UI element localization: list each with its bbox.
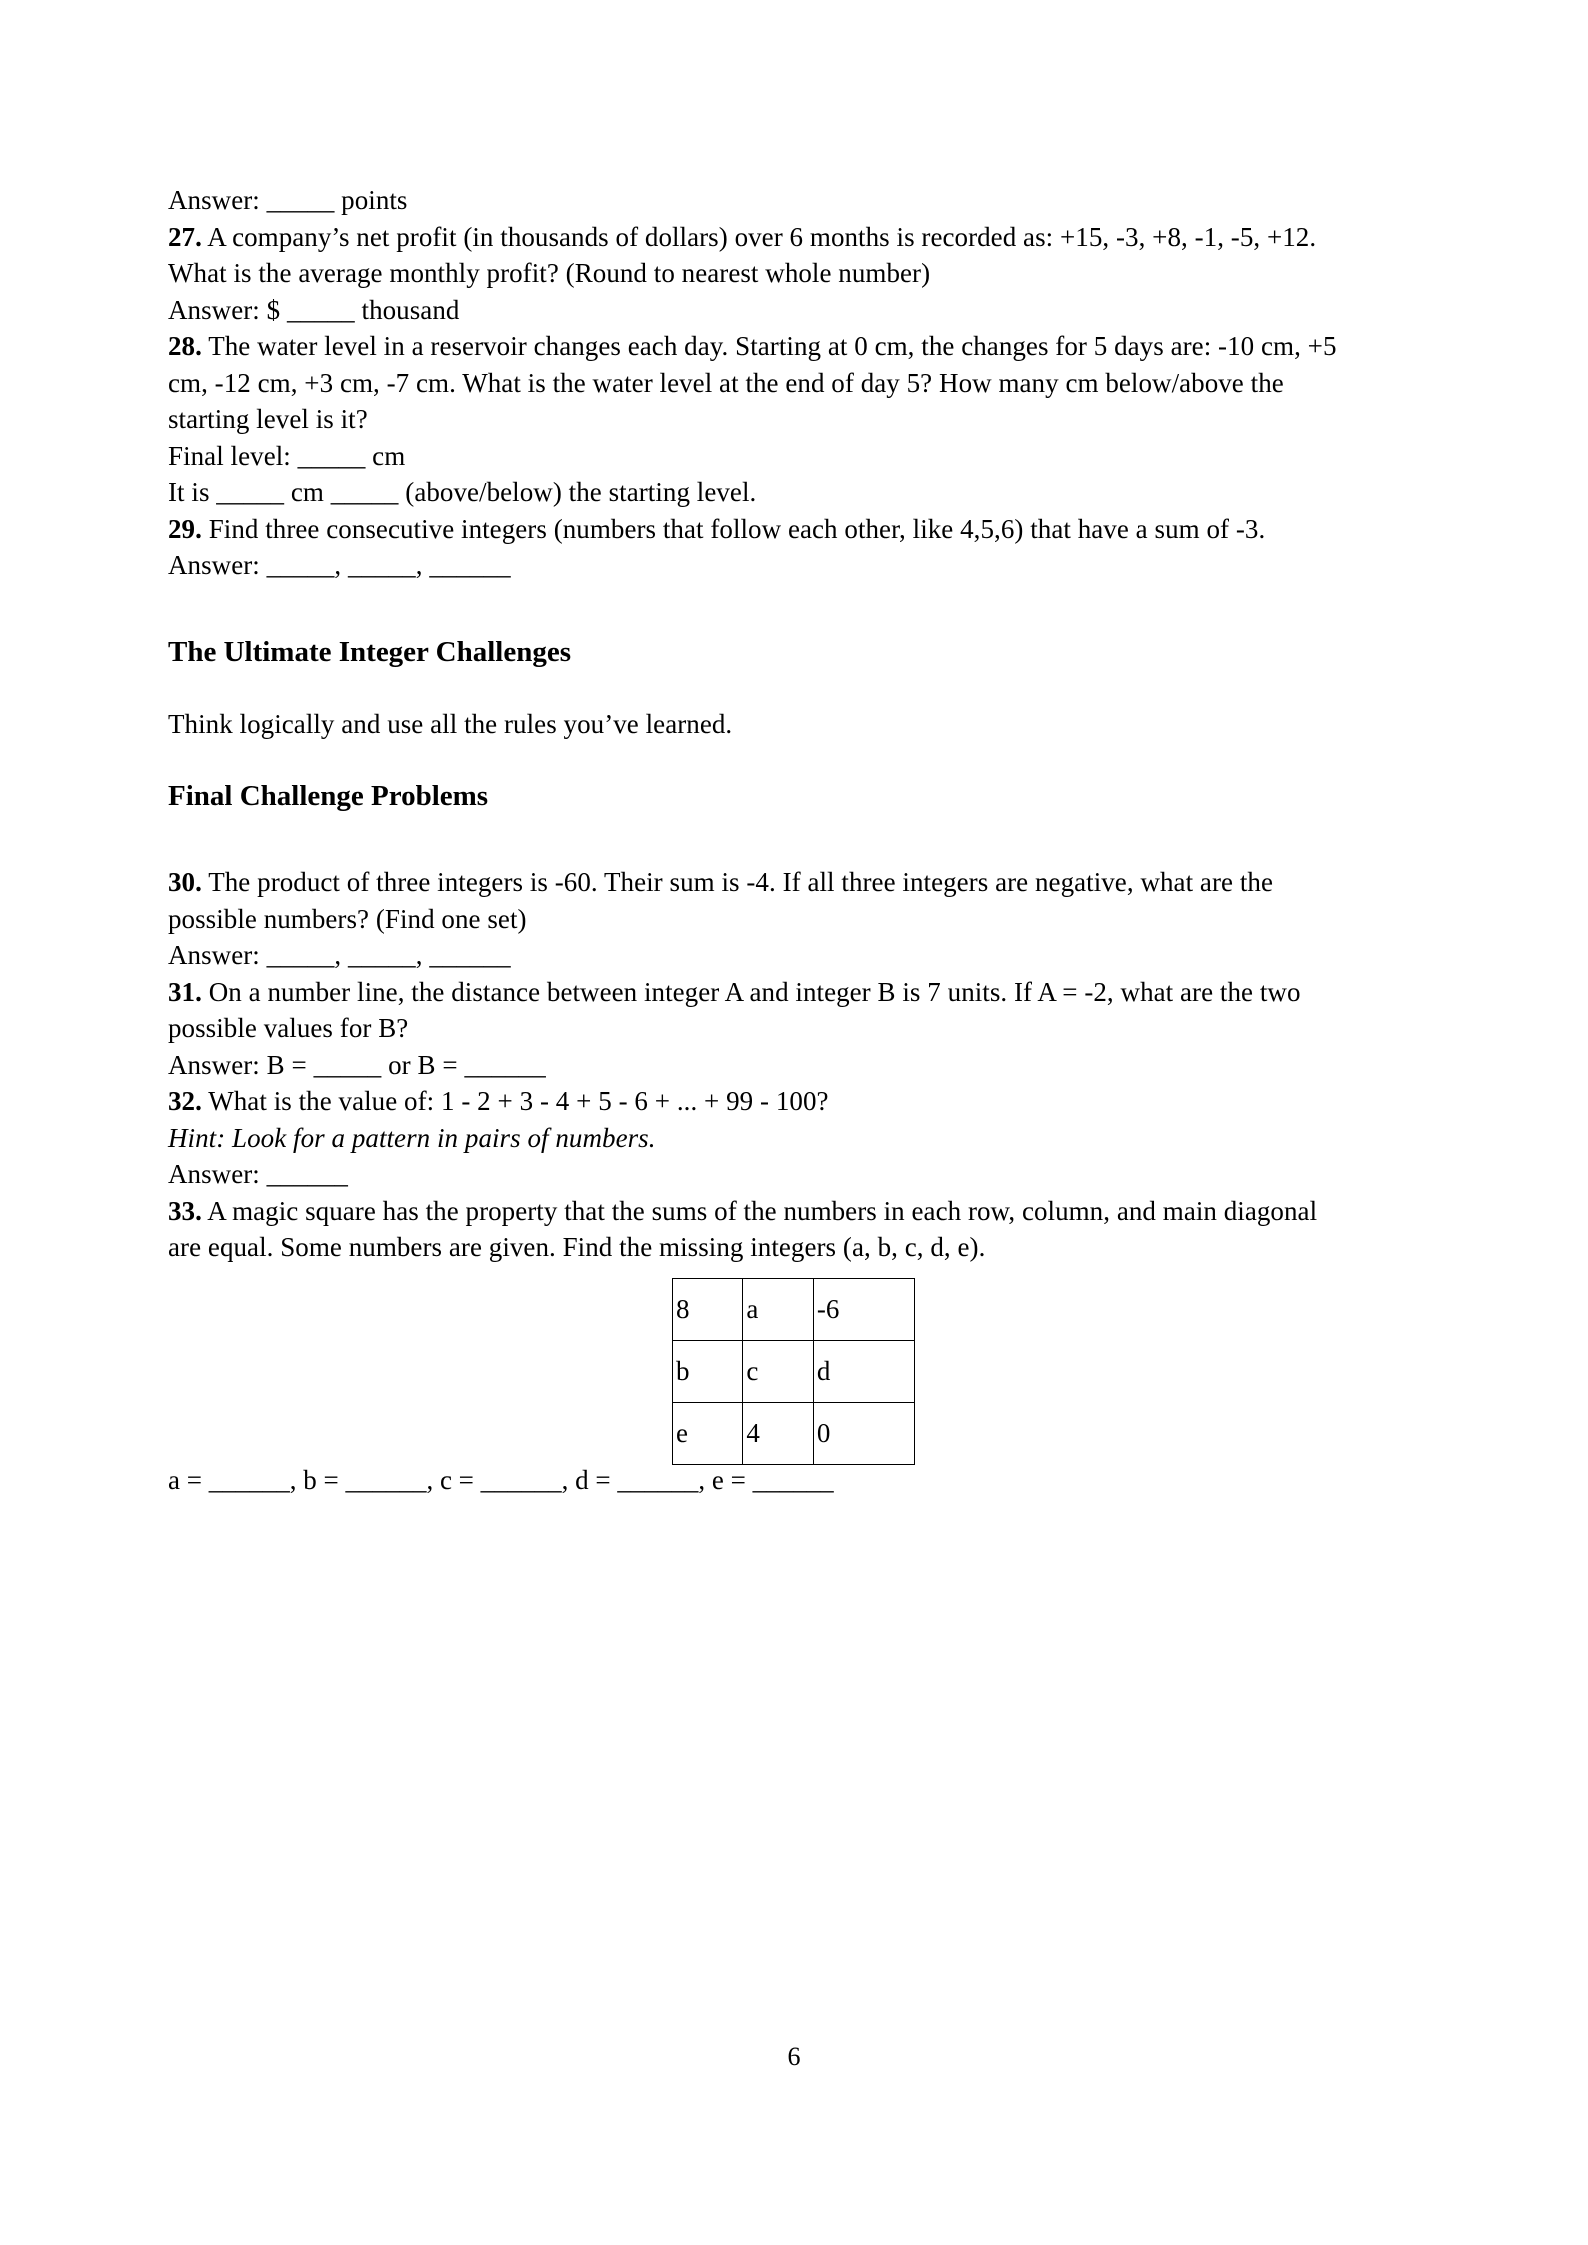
question-32-text: What is the value of: 1 - 2 + 3 - 4 + 5 - 6 + ... + 99 - 100? — [201, 1086, 829, 1116]
question-32-number: 32. — [168, 1086, 202, 1116]
magic-cell-r1c2: d — [813, 1340, 914, 1402]
page-content — [168, 182, 1344, 1498]
question-32 — [168, 1083, 1344, 1120]
question-33-number: 33. — [168, 1195, 202, 1226]
question-29 — [168, 511, 1344, 548]
magic-cell-r0c2: -6 — [813, 1278, 914, 1340]
question-27-answer-line: Answer: $ _____ thousand — [168, 294, 460, 325]
question-30-text: The product of three integers is -60. Their sum is -4. If all three integers are negative, what are the possible numbers? (Find one set) — [168, 867, 1273, 934]
question-28-answer-line-2: It is _____ cm _____ (above/below) the starting level. — [168, 477, 757, 507]
final-challenge-subheading: Final Challenge Problems — [168, 780, 489, 812]
magic-cell-r0c0: 8 — [673, 1278, 743, 1340]
question-30-number: 30. — [168, 867, 202, 897]
table-row — [673, 1340, 915, 1402]
question-30 — [168, 864, 1344, 937]
page-number: 6 — [787, 2042, 801, 2071]
question-27-number: 27. — [168, 221, 202, 252]
question-27-text: A company’s net profit (in thousands of dollars) over 6 months is recorded as: +15, -3, +8, -1, -5, +12. What is the average monthly profit? (Round to nearest whole number) — [168, 221, 1317, 288]
question-33 — [168, 1193, 1344, 1266]
question-28-number: 28. — [168, 331, 202, 361]
section-spacer-2 — [168, 670, 1344, 706]
section-spacer-4 — [168, 814, 1344, 864]
section-spacer-1 — [168, 584, 1344, 634]
magic-square-table — [672, 1278, 915, 1465]
question-29-answer-line: Answer: _____, _____, ______ — [168, 550, 511, 580]
question-29-text: Find three consecutive integers (numbers that follow each other, like 4,5,6) that have a sum of -3. — [201, 513, 1266, 544]
question-28 — [168, 328, 1344, 438]
magic-square-container — [168, 1266, 1344, 1462]
magic-cell-r1c1: c — [743, 1340, 813, 1402]
question-32-hint: Hint: Look for a pattern in pairs of numbers. — [168, 1122, 656, 1153]
magic-cell-r0c1: a — [743, 1278, 813, 1340]
magic-cell-r2c1: 4 — [743, 1402, 813, 1464]
question-31-text: On a number line, the distance between integer A and integer B is 7 units. If A = -2, what are the two possible values for B? — [168, 976, 1301, 1043]
question-32-answer-line: Answer: ______ — [168, 1159, 348, 1189]
question-30-answer-line: Answer: _____, _____, ______ — [168, 940, 511, 970]
magic-cell-r2c2: 0 — [813, 1402, 914, 1464]
magic-cell-r2c0: e — [673, 1402, 743, 1464]
challenges-heading: The Ultimate Integer Challenges — [168, 635, 571, 668]
question-28-text: The water level in a reservoir changes each day. Starting at 0 cm, the changes for 5 days are: -10 cm, +5 cm, -12 cm, +3 cm, -7 cm. What is the water level at the end of day 5? How many cm below/above the starting level is it? — [168, 331, 1337, 434]
table-row — [673, 1402, 915, 1464]
question-31-answer-line: Answer: B = _____ or B = ______ — [168, 1049, 546, 1080]
section-spacer-3 — [168, 742, 1344, 778]
question-28-answer-line-1: Final level: _____ cm — [168, 440, 406, 471]
magic-cell-r1c0: b — [673, 1340, 743, 1402]
answer-points-line: Answer: _____ points — [168, 185, 408, 215]
question-27 — [168, 219, 1344, 292]
table-row — [673, 1278, 915, 1340]
question-33-text: A magic square has the property that the sums of the numbers in each row, column, and main diagonal are equal. Some numbers are given. Find the missing integers (a, b, c, d, e). — [168, 1195, 1318, 1262]
question-33-answer-line: a = ______, b = ______, c = ______, d = ______, e = ______ — [168, 1464, 834, 1495]
question-31 — [168, 974, 1344, 1047]
question-29-number: 29. — [168, 513, 202, 544]
question-31-number: 31. — [168, 976, 202, 1007]
challenges-intro-text: Think logically and use all the rules you’ve learned. — [168, 708, 733, 739]
